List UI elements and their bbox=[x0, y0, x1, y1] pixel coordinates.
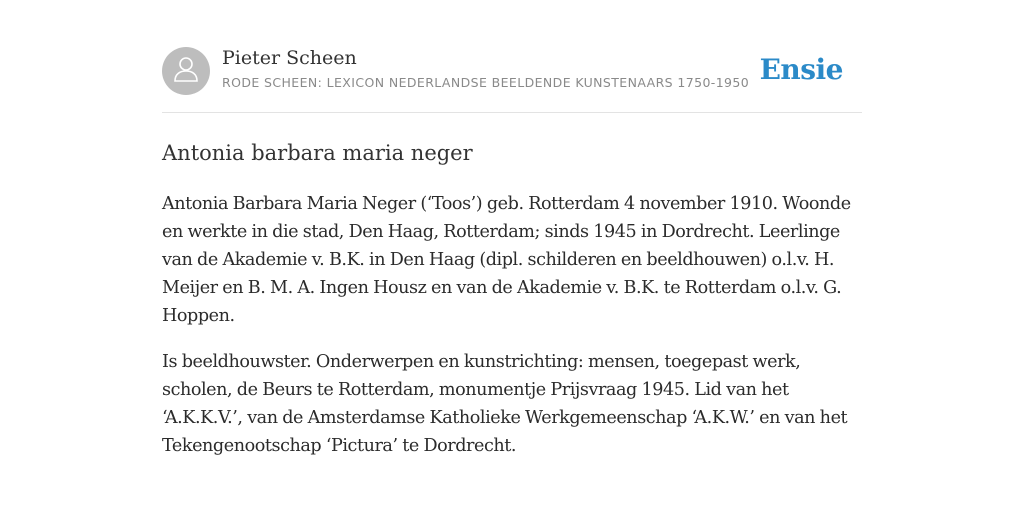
article-card bbox=[162, 0, 862, 456]
article-header bbox=[162, 0, 862, 113]
author-name[interactable]: Pieter Scheen bbox=[222, 47, 357, 69]
user-silhouette-icon bbox=[173, 55, 199, 87]
author-avatar[interactable] bbox=[162, 47, 210, 95]
source-label: RODE SCHEEN: LEXICON NEDERLANDSE BEELDENDE KUNSTENAARS 1750-1950 bbox=[222, 75, 750, 90]
article-body bbox=[162, 190, 862, 478]
article-title: Antonia barbara maria neger bbox=[162, 141, 473, 165]
article-paragraph: Is beeldhouwster. Onderwerpen en kunstrichting: mensen, toegepast werk, scholen, de Beurs te Rotterdam, monumentje Prijsvraag 1945. Lid van het ‘A.K.K.V.’, van de Amsterdamse Katholieke Werkgemeenschap ‘A.K.W.’ en van het Tekengenootschap ‘Pictura’ te Dordrecht. bbox=[162, 352, 848, 456]
article-paragraph: Antonia Barbara Maria Neger (‘Toos’) geb. Rotterdam 4 november 1910. Woonde en werkte in die stad, Den Haag, Rotterdam; sinds 1945 in Dordrecht. Leerlinge van de Akademie v. B.K. in Den Haag (dipl. schilderen en beeldhouwen) o.l.v. H. Meijer en B. M. A. Ingen Housz en van de Akademie v. B.K. te Rotterdam o.l.v. G. Hoppen. bbox=[162, 194, 851, 326]
brand-logo[interactable]: Ensie bbox=[759, 53, 843, 86]
